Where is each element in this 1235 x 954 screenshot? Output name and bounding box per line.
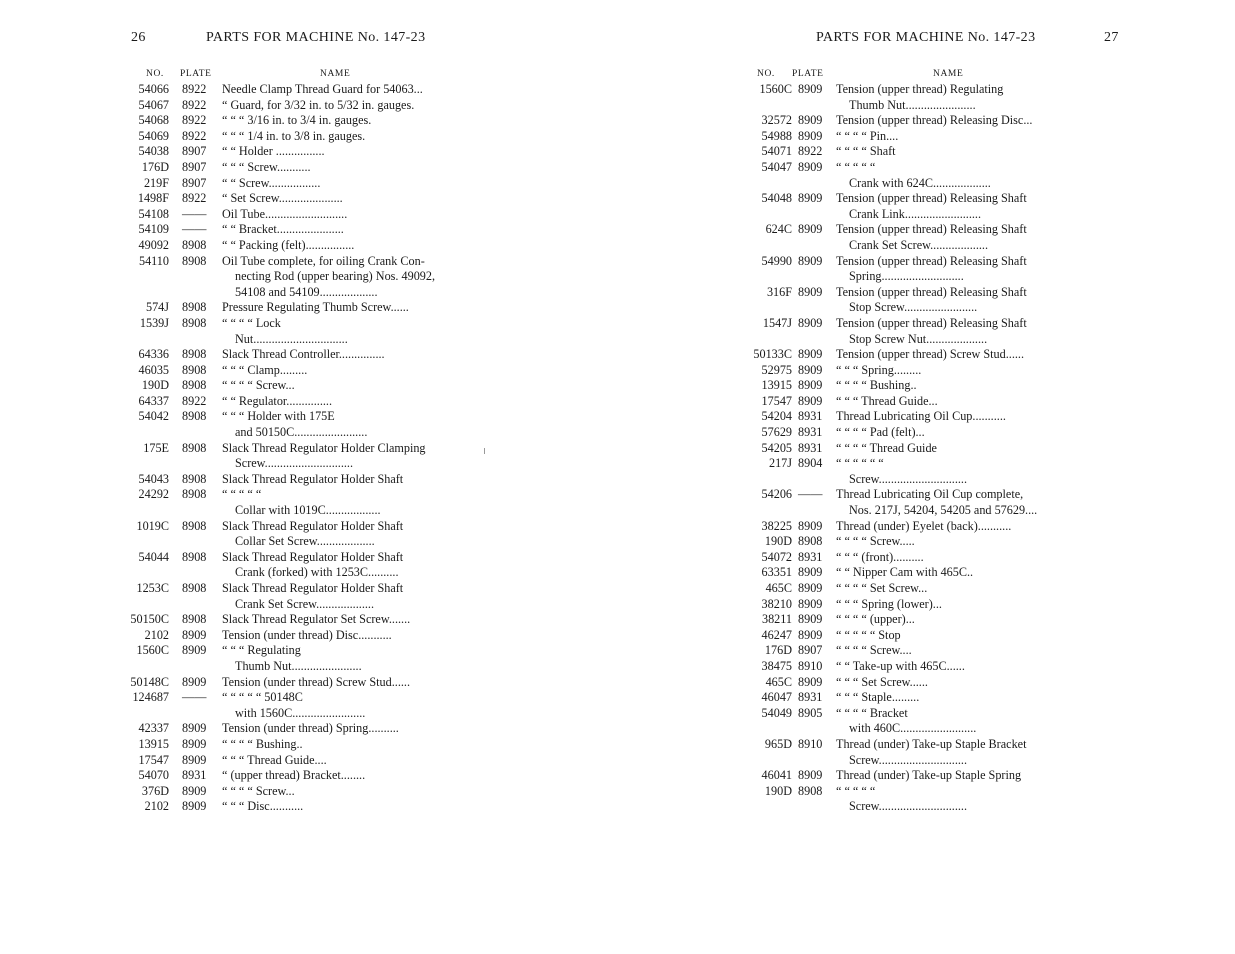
part-number: 17547 bbox=[138, 752, 169, 767]
plate-number: 8907 bbox=[182, 159, 207, 174]
plate-number: 8909 bbox=[798, 518, 823, 533]
part-name: “ “ “ “ Set Screw... bbox=[836, 581, 928, 595]
plate-number: 8908 bbox=[182, 315, 207, 330]
col-header-plate: PLATE bbox=[792, 69, 824, 79]
running-head-left: PARTS FOR MACHINE No. 147-23 bbox=[206, 30, 426, 45]
part-number: 13915 bbox=[761, 378, 792, 393]
plate-number: 8908 bbox=[182, 549, 207, 564]
plate-number: 8909 bbox=[798, 596, 823, 611]
part-name: “ “ “ Holder with 175E bbox=[222, 409, 335, 424]
plate-number: 8908 bbox=[798, 534, 823, 549]
part-number: 54108 bbox=[138, 206, 169, 221]
part-name: Thread (under) Take-up Staple Bracket bbox=[836, 736, 1027, 751]
part-name: “ “ “ “ Bushing.. bbox=[836, 378, 917, 393]
part-number: 175E bbox=[143, 440, 169, 455]
part-name: “ “ “ “ Thread Guide bbox=[836, 440, 937, 455]
plate-number: 8909 bbox=[798, 253, 823, 268]
part-name: Tension (upper thread) Releasing Shaft bbox=[836, 253, 1027, 268]
plate-number: 8909 bbox=[182, 627, 207, 642]
part-number: 176D bbox=[141, 159, 169, 174]
plate-number: 8909 bbox=[182, 799, 207, 814]
part-number: 57629 bbox=[761, 425, 792, 440]
part-number: 54044 bbox=[138, 549, 169, 564]
plate-number: 8909 bbox=[182, 752, 207, 767]
plate-number: 8908 bbox=[182, 612, 207, 627]
plate-number: 8931 bbox=[798, 440, 823, 455]
part-name: “ “ Nipper Cam with 465C.. bbox=[836, 565, 974, 580]
part-number: 50150C bbox=[130, 612, 169, 627]
col-header-name: NAME bbox=[320, 69, 351, 79]
plate-number: 8909 bbox=[798, 565, 823, 580]
plate-number: 8908 bbox=[182, 440, 207, 455]
part-number: 38211 bbox=[761, 612, 792, 627]
plate-number: —— bbox=[182, 206, 207, 221]
part-name: “ “ “ Staple......... bbox=[836, 690, 920, 705]
plate-number: 8908 bbox=[182, 347, 207, 362]
part-number: 54206 bbox=[761, 487, 792, 502]
part-name: Spring........................... bbox=[849, 269, 964, 284]
part-name: “ “ “ Clamp......... bbox=[222, 362, 308, 377]
plate-number: 8907 bbox=[798, 643, 823, 658]
part-number: 965D bbox=[764, 736, 792, 751]
plate-number: 8922 bbox=[798, 144, 823, 159]
plate-number: —— bbox=[798, 487, 823, 502]
part-name: Nos. 217J, 54204, 54205 and 57629.... bbox=[849, 503, 1038, 518]
col-header-name: NAME bbox=[933, 69, 964, 79]
part-name: Tension (upper thread) Screw Stud...... bbox=[836, 347, 1025, 362]
plate-number: 8909 bbox=[798, 82, 823, 96]
plate-number: 8909 bbox=[798, 674, 823, 689]
part-name: “ “ “ Spring (lower)... bbox=[836, 596, 942, 611]
part-name: “ “ “ “ Bushing.. bbox=[222, 736, 303, 751]
part-name: Stop Screw Nut.................... bbox=[849, 331, 988, 346]
part-number: 46247 bbox=[761, 627, 792, 642]
part-number: 54110 bbox=[138, 253, 169, 268]
plate-number: 8909 bbox=[182, 783, 207, 798]
part-name: Screw............................. bbox=[849, 471, 968, 486]
part-number: 190D bbox=[764, 783, 792, 798]
part-name: “ “ “ “ Bracket bbox=[836, 705, 908, 720]
part-number: 54070 bbox=[138, 768, 169, 783]
part-name: Slack Thread Regulator Holder Shaft bbox=[222, 518, 404, 533]
part-number: 46047 bbox=[761, 690, 792, 705]
part-name: Needle Clamp Thread Guard for 54063... bbox=[222, 82, 423, 96]
part-name: “ “ “ “ Screw.... bbox=[836, 643, 912, 658]
plate-number: 8909 bbox=[798, 191, 823, 206]
part-number: 24292 bbox=[138, 487, 169, 502]
part-name: “ “ Take-up with 465C...... bbox=[836, 658, 965, 673]
part-name: Tension (upper thread) Regulating bbox=[836, 82, 1004, 96]
part-number: 17547 bbox=[761, 393, 792, 408]
part-name: Tension (under thread) Spring.......... bbox=[222, 721, 399, 736]
part-name: Tension (upper thread) Releasing Shaft bbox=[836, 315, 1027, 330]
plate-number: 8931 bbox=[798, 549, 823, 564]
part-number: 1498F bbox=[137, 191, 169, 206]
part-number: 54068 bbox=[138, 113, 169, 128]
plate-number: 8908 bbox=[182, 487, 207, 502]
plate-number: 8909 bbox=[798, 378, 823, 393]
part-name: “ “ “ “ “ bbox=[836, 783, 876, 798]
plate-number: 8909 bbox=[798, 612, 823, 627]
col-header-plate: PLATE bbox=[180, 69, 212, 79]
plate-number: 8909 bbox=[798, 347, 823, 362]
part-name: “ “ “ “ “ 50148C bbox=[222, 690, 303, 705]
part-name: Slack Thread Regulator Holder Shaft bbox=[222, 471, 404, 486]
plate-number: 8907 bbox=[182, 144, 207, 159]
part-name: “ “ Bracket...................... bbox=[222, 222, 344, 237]
part-number: 316F bbox=[766, 284, 792, 299]
part-name: “ “ “ “ Lock bbox=[222, 315, 281, 330]
col-header-no: NO. bbox=[757, 69, 775, 79]
part-name: and 50150C........................ bbox=[235, 425, 368, 440]
part-number: 376D bbox=[141, 783, 169, 798]
plate-number: 8910 bbox=[798, 658, 823, 673]
part-name: Crank Link......................... bbox=[849, 206, 982, 221]
part-name: “ “ “ “ Screw..... bbox=[836, 534, 915, 549]
part-name: Collar Set Screw................... bbox=[235, 534, 375, 549]
part-name: “ “ Packing (felt)................ bbox=[222, 237, 355, 252]
part-number: 54072 bbox=[761, 549, 792, 564]
part-number: 50133C bbox=[753, 347, 792, 362]
part-name: Tension (upper thread) Releasing Shaft bbox=[836, 191, 1027, 206]
part-name: “ “ “ “ “ Stop bbox=[836, 627, 901, 642]
part-number: 217J bbox=[768, 456, 792, 471]
part-number: 1560C bbox=[759, 82, 792, 96]
plate-number: 8908 bbox=[182, 253, 207, 268]
plate-number: 8922 bbox=[182, 97, 207, 112]
part-name: Slack Thread Controller............... bbox=[222, 347, 385, 362]
part-name: Crank (forked) with 1253C.......... bbox=[235, 565, 399, 580]
plate-number: 8908 bbox=[182, 362, 207, 377]
part-number: 465C bbox=[765, 674, 792, 689]
plate-number: 8909 bbox=[798, 581, 823, 595]
plate-number: 8931 bbox=[798, 409, 823, 424]
part-name: Thread Lubricating Oil Cup........... bbox=[836, 409, 1006, 424]
page-number-right: 27 bbox=[1104, 30, 1119, 45]
part-name: “ “ “ Spring......... bbox=[836, 362, 922, 377]
part-name: “ “ Screw................. bbox=[222, 175, 321, 190]
part-name: “ “ “ “ (upper)... bbox=[836, 612, 915, 627]
part-number: 49092 bbox=[138, 237, 169, 252]
part-number: 54049 bbox=[761, 705, 792, 720]
part-number: 54043 bbox=[138, 471, 169, 486]
part-number: 1547J bbox=[762, 315, 792, 330]
plate-number: 8931 bbox=[182, 768, 207, 783]
part-name: “ “ “ 3/16 in. to 3/4 in. gauges. bbox=[222, 113, 372, 128]
plate-number: 8909 bbox=[798, 315, 823, 330]
part-number: 38210 bbox=[761, 596, 792, 611]
part-number: 38225 bbox=[761, 518, 792, 533]
plate-number: 8907 bbox=[182, 175, 207, 190]
part-name: Screw............................. bbox=[849, 799, 968, 814]
part-number: 52975 bbox=[761, 362, 792, 377]
part-number: 2102 bbox=[144, 627, 169, 642]
part-name: “ “ “ “ “ “ bbox=[836, 456, 884, 471]
plate-number: 8908 bbox=[182, 300, 207, 315]
part-number: 32572 bbox=[761, 113, 792, 128]
part-name: “ “ “ Set Screw...... bbox=[836, 674, 928, 689]
part-name: Stop Screw........................ bbox=[849, 300, 978, 315]
part-name: “ “ Regulator............... bbox=[222, 393, 333, 408]
part-number: 54204 bbox=[761, 409, 792, 424]
plate-number: 8909 bbox=[182, 674, 207, 689]
part-name: Thumb Nut....................... bbox=[849, 97, 976, 112]
plate-number: 8908 bbox=[798, 783, 823, 798]
part-name: Collar with 1019C.................. bbox=[235, 503, 381, 518]
part-name: with 1560C........................ bbox=[235, 705, 366, 720]
plate-number: —— bbox=[182, 690, 207, 705]
part-name: “ “ “ “ “ bbox=[222, 487, 262, 502]
part-name: “ “ “ Thread Guide.... bbox=[222, 752, 327, 767]
plate-number: 8922 bbox=[182, 191, 207, 206]
part-number: 624C bbox=[765, 222, 792, 237]
part-number: 1539J bbox=[139, 315, 169, 330]
part-name: Slack Thread Regulator Holder Shaft bbox=[222, 549, 404, 564]
part-name: necting Rod (upper bearing) Nos. 49092, bbox=[235, 269, 436, 284]
part-number: 13915 bbox=[138, 736, 169, 751]
part-number: 46035 bbox=[138, 362, 169, 377]
part-name: Tension (upper thread) Releasing Shaft bbox=[836, 284, 1027, 299]
part-name: “ “ “ “ Pin.... bbox=[836, 128, 899, 143]
part-number: 176D bbox=[764, 643, 792, 658]
plate-number: 8909 bbox=[182, 721, 207, 736]
part-name: “ “ “ 1/4 in. to 3/8 in. gauges. bbox=[222, 128, 366, 143]
part-name: Oil Tube........................... bbox=[222, 206, 348, 221]
plate-number: 8909 bbox=[798, 222, 823, 237]
part-name: “ “ “ “ “ bbox=[836, 159, 876, 174]
part-number: 54069 bbox=[138, 128, 169, 143]
plate-number: 8909 bbox=[182, 736, 207, 751]
plate-number: 8909 bbox=[798, 393, 823, 408]
part-name: “ “ “ (front).......... bbox=[836, 549, 924, 564]
part-name: Thread (under) Eyelet (back)........... bbox=[836, 518, 1012, 533]
part-name: “ “ “ Screw........... bbox=[222, 159, 311, 174]
left-page bbox=[0, 0, 617, 954]
part-number: 64336 bbox=[138, 347, 169, 362]
page-number-left: 26 bbox=[131, 30, 146, 45]
part-number: 54205 bbox=[761, 440, 792, 455]
plate-number: 8904 bbox=[798, 456, 823, 471]
part-number: 50148C bbox=[130, 674, 169, 689]
part-name: “ “ “ Disc........... bbox=[222, 799, 304, 814]
part-number: 54042 bbox=[138, 409, 169, 424]
part-name: Pressure Regulating Thumb Screw...... bbox=[222, 300, 409, 315]
part-number: 574J bbox=[145, 300, 169, 315]
part-name: Nut............................... bbox=[235, 331, 348, 346]
part-number: 190D bbox=[764, 534, 792, 549]
plate-number: 8909 bbox=[798, 128, 823, 143]
plate-number: 8909 bbox=[798, 284, 823, 299]
part-name: Slack Thread Regulator Holder Clamping bbox=[222, 440, 426, 455]
part-name: Crank Set Screw................... bbox=[235, 596, 375, 611]
running-head-right: PARTS FOR MACHINE No. 147-23 bbox=[816, 30, 1036, 45]
part-name: Crank Set Screw................... bbox=[849, 237, 989, 252]
plate-number: 8909 bbox=[182, 643, 207, 658]
part-name: Crank with 624C................... bbox=[849, 175, 991, 190]
part-name: “ Set Screw..................... bbox=[222, 191, 343, 206]
col-header-no: NO. bbox=[146, 69, 164, 79]
part-number: 63351 bbox=[761, 565, 792, 580]
plate-number: 8909 bbox=[798, 627, 823, 642]
plate-number: 8908 bbox=[182, 518, 207, 533]
page-mark bbox=[484, 448, 485, 454]
plate-number: 8908 bbox=[182, 237, 207, 252]
part-name: Screw............................. bbox=[849, 752, 968, 767]
plate-number: 8909 bbox=[798, 768, 823, 783]
plate-number: 8922 bbox=[182, 113, 207, 128]
plate-number: 8909 bbox=[798, 159, 823, 174]
part-number: 1019C bbox=[136, 518, 169, 533]
right-page bbox=[617, 0, 1235, 954]
part-name: 54108 and 54109................... bbox=[235, 284, 378, 299]
part-number: 54048 bbox=[761, 191, 792, 206]
part-number: 190D bbox=[141, 378, 169, 393]
plate-number: 8931 bbox=[798, 690, 823, 705]
part-name: “ Guard, for 3/32 in. to 5/32 in. gauges. bbox=[222, 97, 415, 112]
part-number: 1560C bbox=[136, 643, 169, 658]
part-number: 465C bbox=[765, 581, 792, 595]
part-number: 54071 bbox=[761, 144, 792, 159]
part-name: Thread Lubricating Oil Cup complete, bbox=[836, 487, 1024, 502]
part-name: “ “ “ Regulating bbox=[222, 643, 301, 658]
part-name: “ “ “ “ Pad (felt)... bbox=[836, 425, 925, 440]
part-name: Tension (upper thread) Releasing Shaft bbox=[836, 222, 1027, 237]
part-number: 54067 bbox=[138, 97, 169, 112]
part-number: 54047 bbox=[761, 159, 792, 174]
plate-number: 8922 bbox=[182, 393, 207, 408]
part-name: Oil Tube complete, for oiling Crank Con- bbox=[222, 253, 425, 268]
part-number: 54066 bbox=[138, 82, 169, 96]
part-number: 54988 bbox=[761, 128, 792, 143]
part-name: “ “ “ “ Screw... bbox=[222, 378, 295, 393]
part-number: 54109 bbox=[138, 222, 169, 237]
plate-number: 8908 bbox=[182, 581, 207, 595]
plate-number: 8908 bbox=[182, 471, 207, 486]
part-number: 219F bbox=[143, 175, 169, 190]
part-name: “ “ “ Thread Guide... bbox=[836, 393, 938, 408]
part-name: Thread (under) Take-up Staple Spring bbox=[836, 768, 1022, 783]
part-number: 2102 bbox=[144, 799, 169, 814]
plate-number: 8931 bbox=[798, 425, 823, 440]
part-name: Screw............................. bbox=[235, 456, 354, 471]
part-name: “ “ Holder ................ bbox=[222, 144, 325, 159]
plate-number: 8908 bbox=[182, 409, 207, 424]
part-number: 42337 bbox=[138, 721, 169, 736]
plate-number: 8909 bbox=[798, 362, 823, 377]
part-name: Tension (under thread) Screw Stud...... bbox=[222, 674, 411, 689]
part-name: “ (upper thread) Bracket........ bbox=[222, 768, 366, 783]
part-name: Tension (upper thread) Releasing Disc... bbox=[836, 113, 1033, 128]
plate-number: 8922 bbox=[182, 82, 207, 96]
part-name: “ “ “ “ Shaft bbox=[836, 144, 896, 159]
part-name: Slack Thread Regulator Set Screw....... bbox=[222, 612, 411, 627]
plate-number: 8909 bbox=[798, 113, 823, 128]
plate-number: 8910 bbox=[798, 736, 823, 751]
part-name: Tension (under thread) Disc........... bbox=[222, 627, 392, 642]
part-number: 1253C bbox=[136, 581, 169, 595]
part-name: with 460C......................... bbox=[849, 721, 977, 736]
plate-number: 8908 bbox=[182, 378, 207, 393]
part-number: 54990 bbox=[761, 253, 792, 268]
part-name: “ “ “ “ Screw... bbox=[222, 783, 295, 798]
plate-number: —— bbox=[182, 222, 207, 237]
part-name: Slack Thread Regulator Holder Shaft bbox=[222, 581, 404, 595]
plate-number: 8922 bbox=[182, 128, 207, 143]
part-number: 64337 bbox=[138, 393, 169, 408]
plate-number: 8905 bbox=[798, 705, 823, 720]
part-number: 46041 bbox=[761, 768, 792, 783]
part-number: 54038 bbox=[138, 144, 169, 159]
part-name: Thumb Nut....................... bbox=[235, 658, 362, 673]
part-number: 124687 bbox=[132, 690, 169, 705]
part-number: 38475 bbox=[761, 658, 792, 673]
